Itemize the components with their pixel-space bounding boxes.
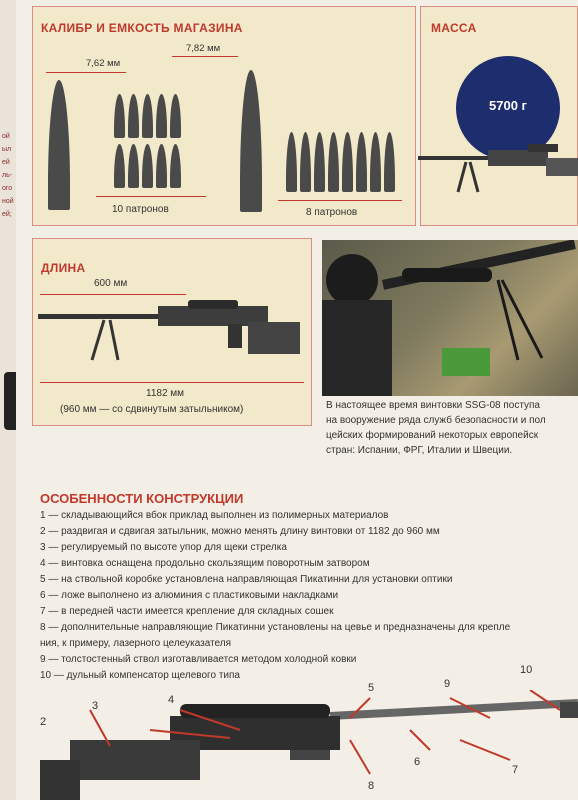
barrel-length-label: 600 мм [94,278,128,289]
callout-2: 2 [40,716,47,728]
callout-10: 10 [520,664,533,676]
mass-title: МАССА [431,21,477,35]
sniper-photo [322,240,578,396]
caption-line: цейских формирований некоторых европейск [326,430,539,441]
feature-item: 7 — в передней части имеется крепление для складных сошек [40,606,334,617]
count-bracket-10 [96,196,206,197]
cartridges-10 [114,94,190,190]
feature-item: 8 — дополнительные направляющие Пикатинни установлены на цевье и предназначены для крепле [40,622,511,633]
features-title: ОСОБЕННОСТИ КОНСТРУКЦИИ [40,491,244,506]
feature-item: 3 — регулируемый по высоте упор для щеки стрелка [40,542,287,553]
callout-6: 6 [414,756,421,768]
page-edge-text: ой ыл ей ль- ого ной ей; [2,133,14,218]
barrel-length-line [40,294,186,295]
cartridges-8 [286,132,396,194]
photo-caption [326,398,578,458]
total-length-line [40,382,304,383]
caliber-title: КАЛИБР И ЕМКОСТЬ МАГАЗИНА [41,21,243,35]
features-list [40,508,578,684]
caption-line: В настоящее время винтовки SSG-08 поступа [326,400,540,411]
callout-3: 3 [92,700,99,712]
callout-5: 5 [368,682,375,694]
left-count: 10 патронов [112,204,169,215]
caption-line: стран: Испании, ФРГ, Италии и Швеции. [326,445,513,456]
right-caliber-label: 7,82 мм [186,43,221,54]
length-title: ДЛИНА [41,261,86,275]
callout-4: 4 [168,694,175,706]
feature-item: 9 — толстостенный ствол изготавливается методом холодной ковки [40,654,357,665]
left-caliber-line [46,72,126,73]
folded-length-label: (960 мм — со сдвинутым затыльником) [60,404,244,415]
callout-7: 7 [512,764,519,776]
feature-item: 6 — ложе выполнено из алюминия с пластиковыми накладками [40,590,339,601]
caption-line: на вооружение ряда служб безопасности и пол [326,415,546,426]
count-bracket-8 [278,200,402,201]
feature-item: 10 — дульный компенсатор щелевого типа [40,670,240,681]
feature-item: 4 — винтовка оснащена продольно скользящим поворотным затвором [40,558,370,569]
right-caliber-line [172,56,238,57]
feature-item: 1 — складывающийся вбок приклад выполнен из полимерных материалов [40,510,389,521]
callout-9: 9 [444,678,451,690]
callout-8: 8 [368,780,375,792]
feature-item: 2 — раздвигая и сдвигая затыльник, можно менять длину винтовки от 1182 до 960 мм [40,526,440,537]
left-caliber-label: 7,62 мм [86,58,121,69]
feature-item: ния, к примеру, лазерного целеуказателя [40,638,232,649]
length-rifle-image [38,300,300,372]
right-count: 8 патронов [306,207,358,218]
mass-rifle-image [418,140,578,200]
feature-item: 5 — на ствольной коробке установлена направляющая Пикатинни для установки оптики [40,574,453,585]
rifle-diagram [30,690,578,800]
mass-value: 5700 г [489,98,527,113]
total-length-label: 1182 мм [146,388,185,399]
